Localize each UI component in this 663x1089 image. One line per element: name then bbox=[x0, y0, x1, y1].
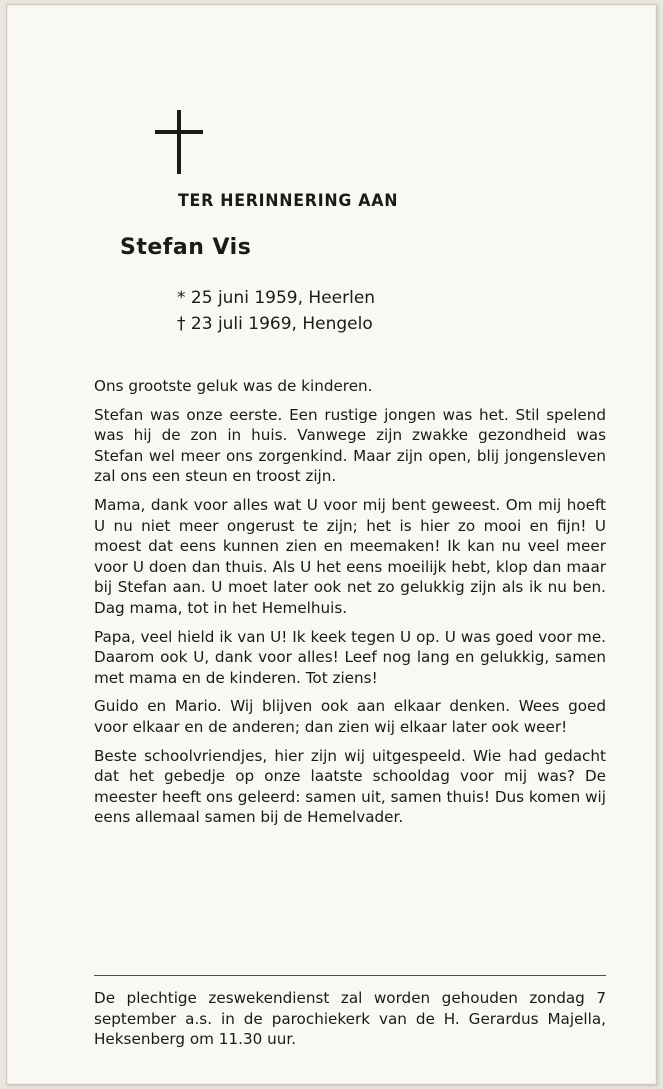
paragraph: Stefan was onze eerste. Een rustige jongen was het. Stil spelend was hij de zon in huis. Vanwege zijn zwakke gezondheid was Stefan wel meer ons zorgenkind. Maar zijn open, blij jongensleven zal ons een steun en troost zijn. bbox=[94, 405, 606, 486]
paragraph: Guido en Mario. Wij blijven ook aan elkaar denken. Wees goed voor elkaar en de anderen; dan zien wij elkaar later ook weer! bbox=[94, 697, 606, 736]
paragraph: Papa, veel hield ik van U! Ik keek tegen U op. U was goed voor me. Daarom ook U, dank voor alles! Leef nog lang en gelukkig, samen met mama en de kinderen. Tot ziens! bbox=[94, 627, 606, 687]
deceased-name: Stefan Vis bbox=[120, 235, 252, 260]
paragraph: Ons grootste geluk was de kinderen. bbox=[94, 377, 373, 395]
memorial-card bbox=[6, 4, 657, 1085]
memorial-text bbox=[94, 376, 606, 836]
divider bbox=[94, 975, 606, 976]
cross-icon bbox=[155, 110, 203, 174]
paragraph: Beste schoolvriendjes, hier zijn wij uitgespeeld. Wie had gedacht dat het gebedje op onze laatste schooldag voor mij was? De meester heeft ons geleerd: samen uit, samen thuis! Dus komen wij eens allemaal samen bij de Hemelvader. bbox=[94, 746, 606, 827]
death-date: † 23 juli 1969, Hengelo bbox=[177, 314, 373, 334]
birth-date: * 25 juni 1959, Heerlen bbox=[177, 288, 376, 308]
service-notice: De plechtige zeswekendienst zal worden gehouden zondag 7 september a.s. in de parochiekerk van de H. Gerardus Majella, Heksenberg om 11.30 uur. bbox=[94, 989, 606, 1049]
paragraph: Mama, dank voor alles wat U voor mij bent geweest. Om mij hoeft U nu niet meer ongerust te zijn; het is hier zo mooi en fijn! U moest dat eens kunnen zien en meemaken! Ik kan nu veel meer voor U doen dan thuis. Als U het eens moeilijk hebt, klop dan maar bij Stefan aan. U moet later ook net zo gelukkig zijn als ik nu ben. Dag mama, tot in het Hemelhuis. bbox=[94, 495, 606, 617]
dates bbox=[177, 285, 375, 337]
heading: TER HERINNERING AAN bbox=[178, 191, 399, 211]
